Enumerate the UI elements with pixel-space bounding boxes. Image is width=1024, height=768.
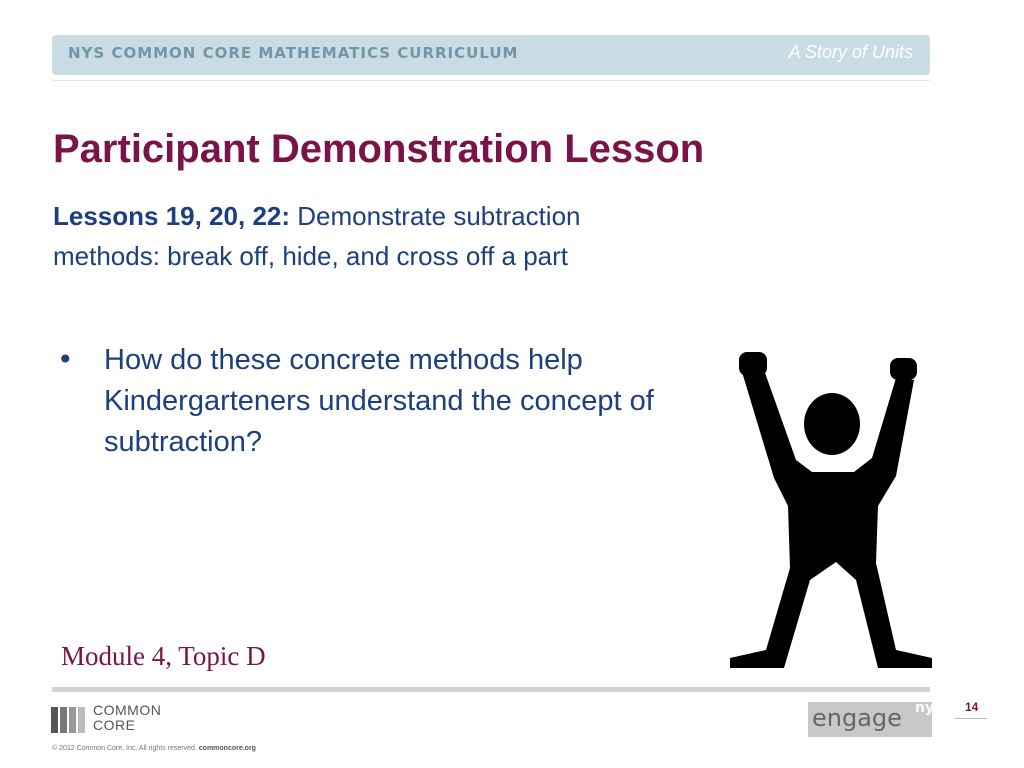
page-number-underline xyxy=(955,718,987,719)
module-topic-label: Module 4, Topic D xyxy=(61,641,266,671)
logo-line-1: COMMON xyxy=(93,702,162,718)
common-core-logo-icon xyxy=(51,705,89,733)
copyright-notice xyxy=(52,745,256,752)
bullet-item xyxy=(57,340,707,463)
page-number: 14 xyxy=(965,700,979,714)
bullet-marker: • xyxy=(57,343,74,376)
bullet-text: How do these concrete methods help Kindergarteners understand the concept of subtraction? xyxy=(104,344,654,458)
figure-silhouette xyxy=(730,352,932,668)
copyright-text: © 2012 Common Core, Inc. All rights reserved. xyxy=(52,745,199,752)
celebrating-person-icon xyxy=(728,348,932,668)
lesson-subtitle xyxy=(53,196,693,276)
header-divider xyxy=(52,80,930,81)
footer-divider xyxy=(52,687,930,692)
ny-superscript: ny xyxy=(915,700,935,716)
engage-wordmark: engage xyxy=(812,704,902,732)
curriculum-title: NYS COMMON CORE MATHEMATICS CURRICULUM xyxy=(68,44,519,62)
lesson-description: Demonstrate subtraction methods: break off, hide, and cross off a part xyxy=(53,201,581,271)
header-bar xyxy=(52,35,930,75)
engageny-logo xyxy=(808,700,935,737)
common-core-wordmark xyxy=(93,703,161,733)
logo-line-2: CORE xyxy=(93,717,136,733)
story-of-units-label: A Story of Units xyxy=(788,42,913,62)
slide-title: Participant Demonstration Lesson xyxy=(53,127,705,171)
copyright-link[interactable]: commoncore.org xyxy=(198,745,256,752)
bullet-list xyxy=(57,340,707,463)
lesson-numbers: Lessons 19, 20, 22: xyxy=(53,201,291,231)
